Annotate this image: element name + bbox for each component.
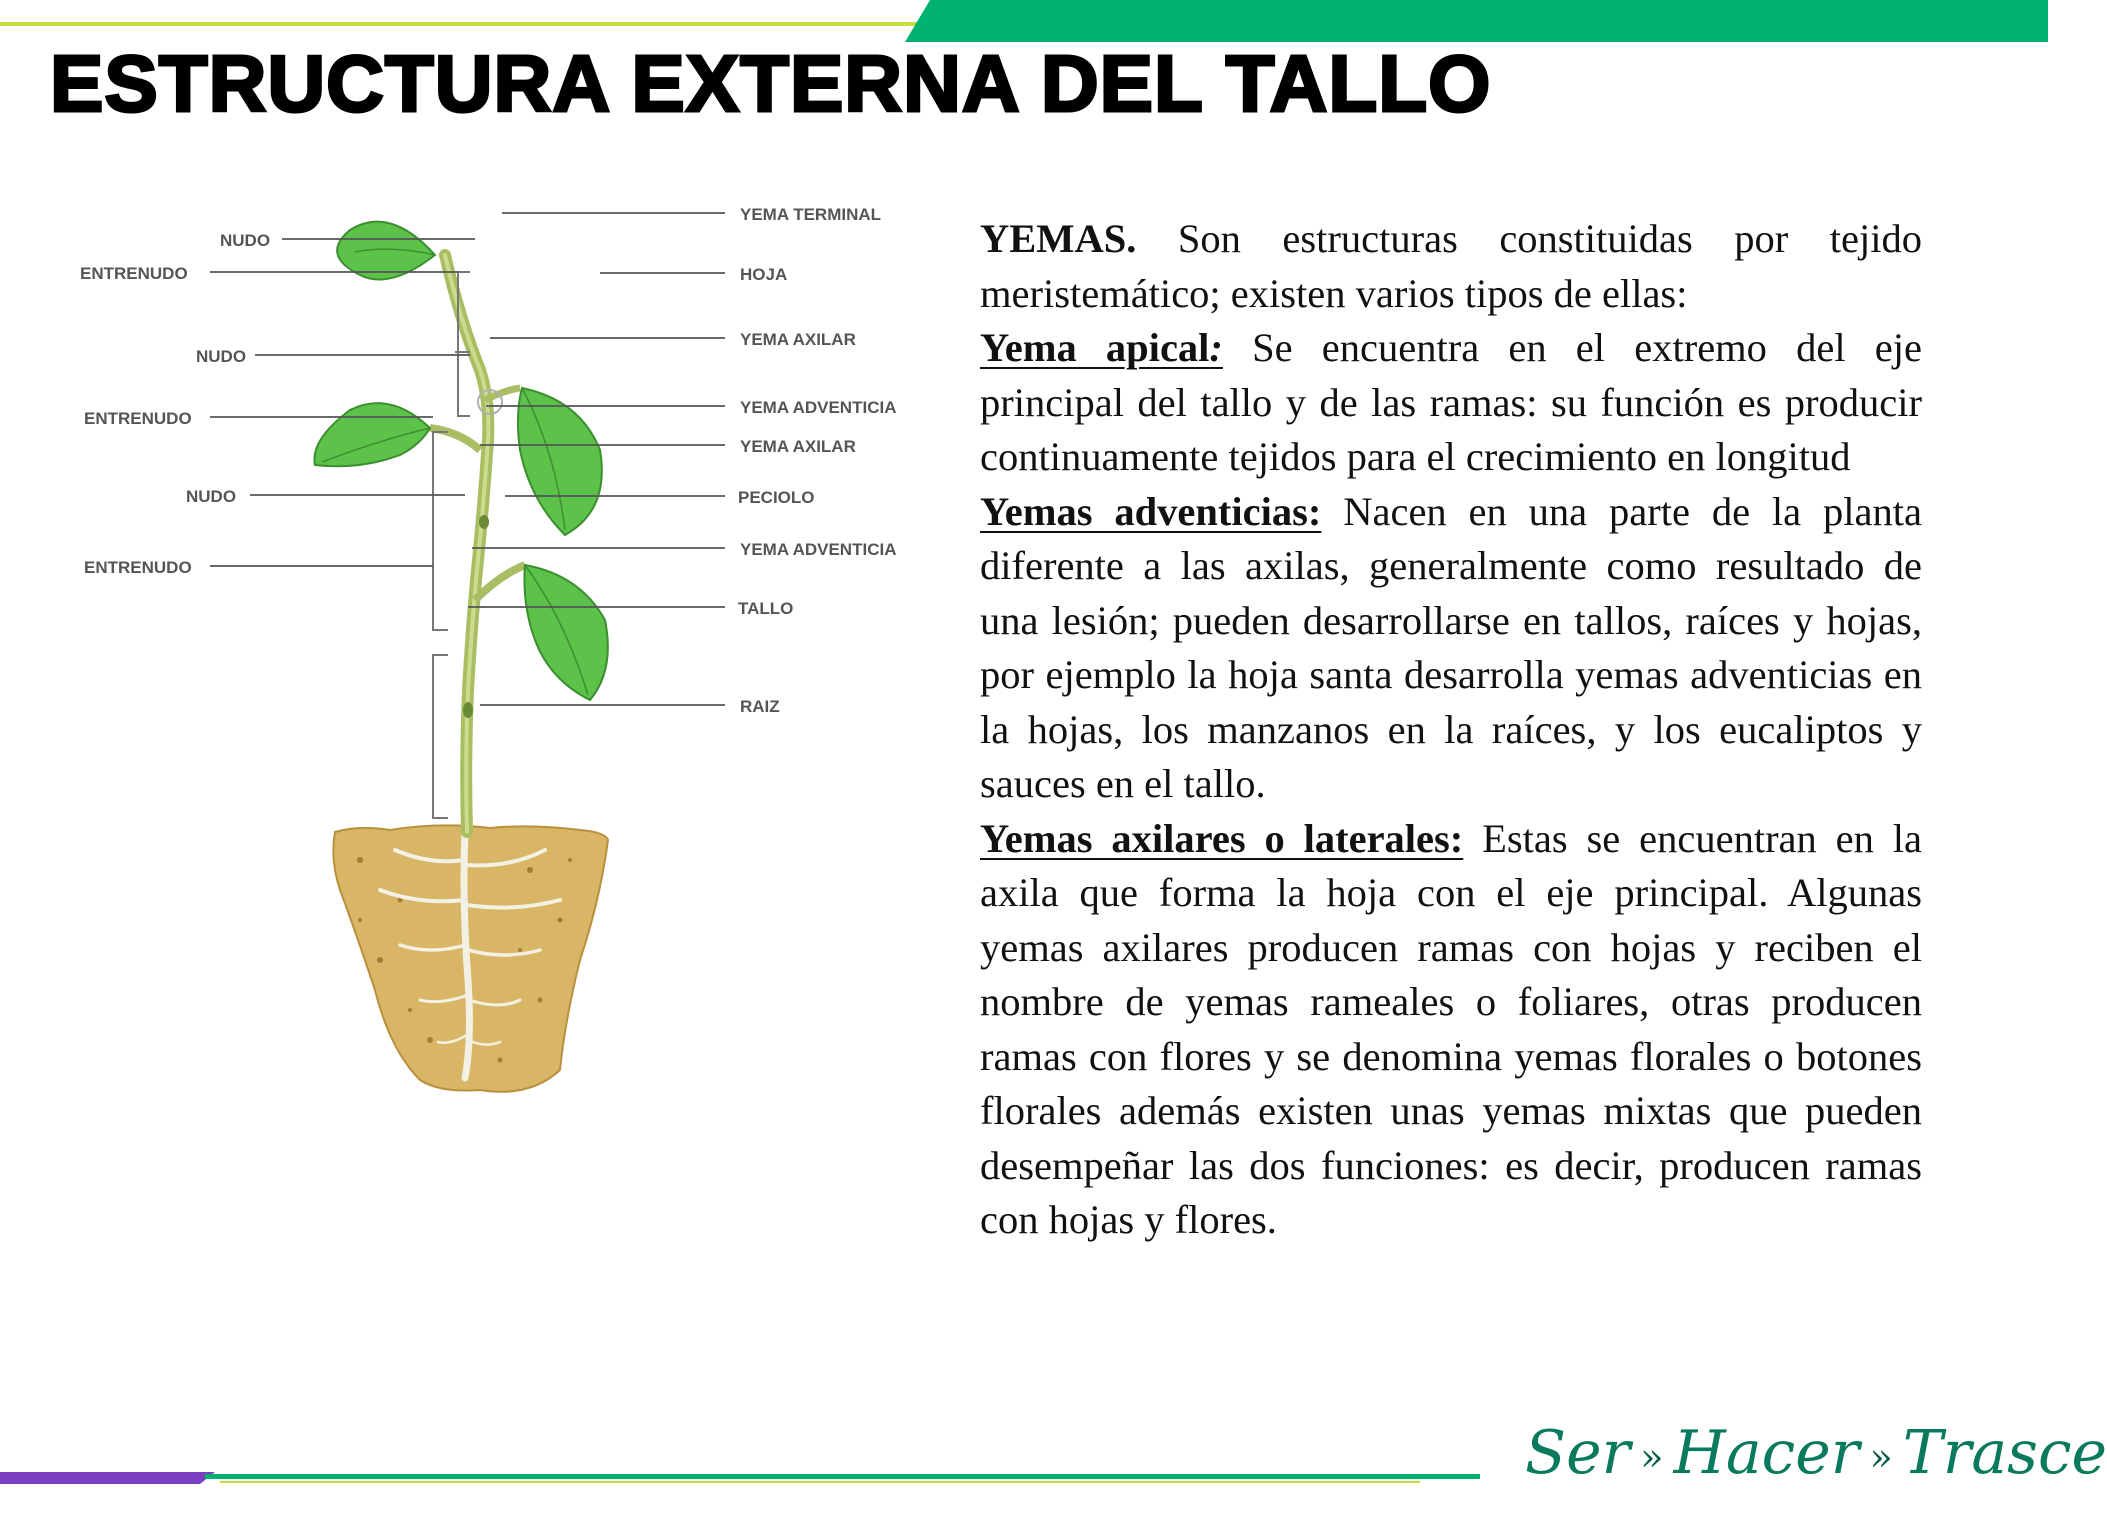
adventitious-bud-lower [463,702,473,718]
label-yema-axilar-2: YEMA AXILAR [740,437,856,456]
axilares-term: Yemas axilares o laterales: [980,815,1464,861]
label-yema-adventicia-1: YEMA ADVENTICIA [740,398,897,417]
top-green-bar [905,0,2048,42]
leaves [314,222,607,700]
apical-term-text: Yema apical [980,325,1210,370]
adventicias-body: Nacen en una parte de la planta diferente a las axilas, generalmente como resultado de una lesión; pueden desarrollarse en tallos, raíces y hojas, por ejemplo la hoja santa desarrolla yemas adventicias en la hojas, los manzanos en la raíces, y los eucaliptos y sauces en el tallo. [980,488,1922,806]
label-yema-axilar-1: YEMA AXILAR [740,330,856,349]
adventicias-paragraph [980,485,1922,812]
left-leaders [210,239,475,566]
apical-body: Se encuentra en el extremo del eje principal del tallo y de las ramas: su función es producir continuamente tejidos para el crecimiento en longitud [980,325,1922,479]
apical-paragraph [980,321,1922,485]
label-tallo: TALLO [738,599,794,618]
plant-stem-diagram [60,200,940,1100]
apical-colon: : [1209,325,1223,370]
label-peciolo: PECIOLO [738,488,815,507]
top-lime-line [0,22,920,26]
slogan-separator-1: » [1640,1435,1664,1480]
label-yema-terminal: YEMA TERMINAL [740,205,882,224]
label-yema-adventicia-2: YEMA ADVENTICIA [740,540,897,559]
adventicias-term: Yemas adventicias: [980,488,1322,534]
label-entrenudo-3: ENTRENUDO [84,558,192,577]
label-entrenudo-2: ENTRENUDO [84,409,192,428]
slogan-ser: Ser [1525,1418,1631,1488]
yemas-lead: YEMAS. [980,216,1137,261]
slogan [1525,1418,2107,1488]
axilares-body: Estas se encuentran en la axila que forma la hoja con el eje principal. Algunas yemas axilares producen ramas con hojas y reciben el nombre de yemas rameales o foliares, otras producen ramas con flores y se denomina yemas florales o botones florales además existen unas yemas mixtas que pueden desempeñar las dos funciones: es decir, producen ramas con hojas y flores. [980,815,1922,1242]
slogan-trascender: Trasce [1902,1418,2107,1488]
apical-term [980,325,1223,370]
slogan-separator-2: » [1869,1435,1893,1480]
page-title: ESTRUCTURA EXTERNA DEL TALLO [50,39,1492,128]
label-nudo-3: NUDO [186,487,237,506]
bottom-accent-band [0,1462,1500,1492]
yemas-paragraph [980,212,1922,321]
label-entrenudo-1: ENTRENUDO [80,264,188,283]
adventitious-bud [479,515,489,529]
label-nudo-2: NUDO [196,347,247,366]
yemas-body: Son estructuras constituidas por tejido meristemático; existen varios tipos de ellas: [980,216,1922,316]
label-hoja: HOJA [740,265,788,284]
bottom-purple-bar [0,1472,215,1484]
bottom-green-line [205,1474,1480,1479]
bottom-lime-line [220,1481,1420,1483]
slogan-hacer: Hacer [1673,1418,1860,1488]
description-text [980,212,1922,1248]
label-nudo-1: NUDO [220,231,271,250]
axilares-paragraph [980,812,1922,1248]
label-raiz: RAIZ [740,697,780,716]
